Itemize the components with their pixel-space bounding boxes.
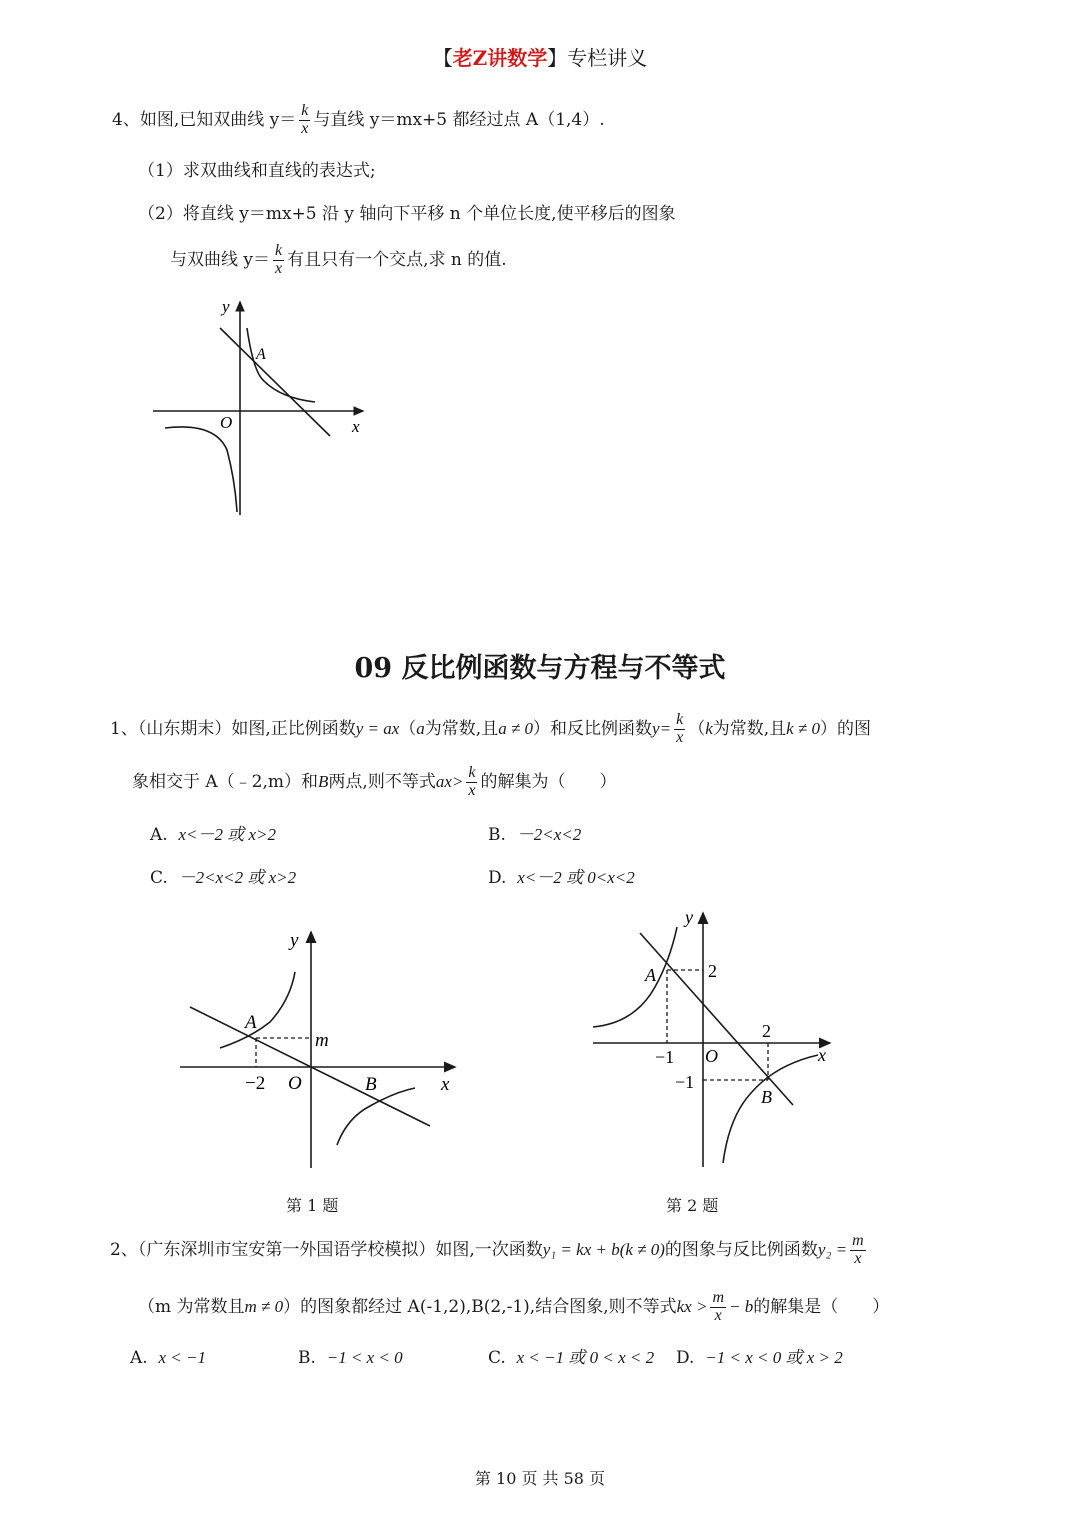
q2-fraction-2 [710, 1290, 726, 1325]
q2-graph [585, 905, 840, 1175]
q1-x-label: x [441, 1074, 450, 1095]
q1-neg2-label: −2 [245, 1073, 266, 1094]
q1-option-c-text: －2<x<2 或 x>2 [178, 868, 297, 887]
q2-frac1-num: m [852, 1232, 864, 1249]
q1-option-b-text: －2<x<2 [516, 825, 582, 844]
q1-option-d-label: D. [488, 868, 507, 888]
q1-option-d [488, 869, 635, 887]
q1-option-a-label: A. [150, 825, 168, 845]
q4-graph [145, 290, 375, 520]
q4-intro [112, 103, 605, 138]
q4-part2b-a: 与双曲线 y＝ [170, 249, 271, 270]
q2-neg1-y-label: −1 [675, 1072, 695, 1092]
q4-line [220, 328, 330, 436]
q2-option-c [488, 1349, 654, 1367]
q2-graph-caption: 第 2 题 [666, 1196, 719, 1215]
q4-y-label: y [222, 297, 230, 316]
q2-point-a-label: A [645, 965, 656, 985]
q2-line2-e: − b [729, 1296, 754, 1316]
q4-part2b-fraction [273, 243, 284, 278]
q1-frac2-num: k [468, 764, 476, 781]
q1-line2-a: 象相交于 A（﹣2,m）和 [132, 771, 319, 792]
q2-linear-line [640, 933, 793, 1105]
q2-two-y-label: 2 [708, 961, 717, 981]
q4-part2: （2）将直线 y＝mx+5 沿 y 轴向下平移 n 个单位长度,使平移后的图象 [138, 204, 676, 224]
q1-line1-j: k [705, 718, 713, 738]
q2-two-x-label: 2 [762, 1021, 771, 1041]
q1-line1-b: y = ax [355, 718, 400, 738]
q1-y-label: y [290, 930, 299, 951]
header-bracket-close: 】 [547, 46, 568, 70]
q2-option-a-label: A. [130, 1348, 148, 1368]
q1-option-b [488, 826, 581, 844]
q2-frac1-den: x [854, 1249, 862, 1267]
q1-fraction-1 [674, 712, 685, 747]
q4-fraction [299, 103, 310, 138]
header-bracket-open: 【 [432, 46, 453, 70]
q1-graph [175, 920, 465, 1175]
q2-line1 [110, 1233, 869, 1268]
q1-option-c-label: C. [150, 868, 168, 888]
q4-origin-label: O [220, 413, 233, 432]
q2-line2-b: m ≠ 0 [244, 1296, 284, 1316]
q2-hyperbola-branch-lower [723, 1055, 818, 1163]
q1-line1-l: k ≠ 0 [786, 718, 821, 738]
q2-option-b [298, 1349, 403, 1367]
q1-line1-i: （ [688, 718, 706, 739]
q1-fraction-2 [466, 765, 477, 800]
q1-line1-m: ）的图 [820, 718, 872, 739]
q1-frac2-den: x [468, 781, 476, 799]
q2-origin-label: O [705, 1046, 718, 1066]
q1-option-c [150, 869, 296, 887]
header-brand: 老Z讲数学 [452, 46, 548, 70]
q2-point-b-label: B [761, 1087, 772, 1107]
q1-line2-d: ax> [435, 771, 464, 791]
q4-part2b-frac-num: k [275, 242, 283, 259]
q1-hyperbola-branch-upper [220, 972, 295, 1048]
q1-graph-caption: 第 1 题 [286, 1196, 339, 1215]
q1-frac1-num: k [676, 711, 684, 728]
q1-hyperbola-branch-lower [337, 1088, 415, 1145]
q2-option-b-text: −1 < x < 0 [326, 1348, 403, 1367]
q4-part2b-b: 有且只有一个交点,求 n 的值. [287, 249, 507, 270]
q2-line2-a: （m 为常数且 [138, 1296, 245, 1317]
q4-part1: （1）求双曲线和直线的表达式; [138, 161, 376, 181]
q2-line2-c: ）的图象都经过 A(-1,2),B(2,-1),结合图象,则不等式 [283, 1296, 677, 1317]
q1-m-label: m [315, 1030, 329, 1051]
q1-option-d-text: x<－2 或 0<x<2 [517, 868, 635, 887]
header-suffix: 专栏讲义 [567, 46, 648, 70]
q2-line1-a: 2、（广东深圳市宝安第一外国语学校模拟）如图,一次函数 [110, 1239, 543, 1260]
q2-option-c-label: C. [488, 1348, 506, 1368]
q1-option-a [150, 826, 276, 844]
q1-line1-k: 为常数,且 [712, 718, 787, 739]
q4-frac-den: x [301, 119, 309, 137]
q1-line1-d: a [416, 718, 425, 738]
q1-point-a-label: A [245, 1012, 257, 1033]
q1-line1 [110, 712, 871, 747]
q1-option-b-label: B. [488, 825, 506, 845]
q4-part2b-frac-den: x [275, 259, 283, 277]
q2-option-a-text: x < −1 [158, 1348, 206, 1367]
q2-line2-f: 的解集是（ ） [753, 1296, 890, 1317]
q2-hyperbola-branch-upper [593, 927, 677, 1027]
q2-option-c-text: x < −1 或 0 < x < 2 [516, 1348, 655, 1367]
q2-line2 [138, 1290, 889, 1325]
q1-line2-e: 的解集为（ ） [480, 771, 617, 792]
q1-point-b-label: B [365, 1074, 377, 1095]
q1-line2-c: 两点,则不等式 [328, 771, 436, 792]
q1-line1-a: 1、（山东期末）如图,正比例函数 [110, 718, 356, 739]
q1-line1-c: （ [399, 718, 417, 739]
q4-x-label: x [352, 417, 360, 436]
q1-line1-e: 为常数,且 [424, 718, 499, 739]
q2-x-label: x [818, 1045, 826, 1065]
q2-neg1-x-label: −1 [655, 1047, 675, 1067]
q4-intro-b: 与直线 y＝mx+5 都经过点 A（1,4）. [313, 109, 605, 130]
q1-line1-h: y= [652, 718, 672, 738]
page-header [0, 42, 1080, 71]
q2-line1-c: 的图象与反比例函数 [664, 1239, 818, 1260]
q1-line2-b: B [318, 771, 329, 791]
q4-part2b [170, 243, 507, 278]
q2-option-b-label: B. [298, 1348, 316, 1368]
q2-y-label: y [685, 907, 693, 927]
q1-line1-g: ）和反比例函数 [533, 718, 653, 739]
q2-line2-d: kx > [676, 1296, 708, 1316]
q2-frac2-num: m [712, 1289, 724, 1306]
q2-fraction-1 [850, 1233, 866, 1268]
q1-frac1-den: x [676, 728, 684, 746]
q4-intro-a: 4、如图,已知双曲线 y＝ [112, 109, 297, 130]
q1-option-a-text: x<－2 或 x>2 [178, 825, 277, 844]
q2-line1-d: y₂ = [817, 1239, 848, 1259]
q2-option-d-label: D. [676, 1348, 695, 1368]
q2-option-a [130, 1349, 206, 1367]
q1-origin-label: O [288, 1073, 302, 1094]
q2-line1-b: y₁ = kx + b(k ≠ 0) [542, 1239, 665, 1259]
q1-line1-f: a ≠ 0 [498, 718, 534, 738]
q4-hyperbola-branch-2 [165, 427, 237, 512]
q2-frac2-den: x [714, 1306, 722, 1324]
section-title: 09 反比例函数与方程与不等式 [354, 653, 726, 684]
q4-point-a-label: A [256, 346, 266, 363]
q1-line2 [132, 765, 616, 800]
q4-frac-num: k [301, 102, 309, 119]
q2-option-d-text: −1 < x < 0 或 x > 2 [705, 1348, 843, 1367]
q2-option-d [676, 1349, 843, 1367]
page-footer: 第 10 页 共 58 页 [474, 1469, 606, 1488]
